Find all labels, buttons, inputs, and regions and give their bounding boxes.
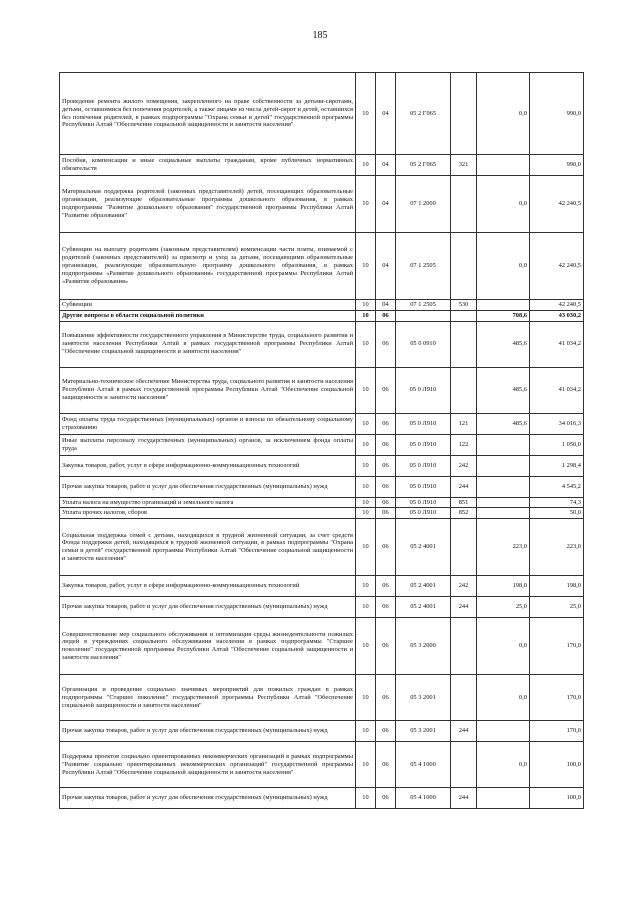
amount-1-cell — [477, 455, 530, 476]
amount-1-cell — [477, 476, 530, 497]
amount-2-cell: 34 016,3 — [530, 413, 584, 434]
target-article-cell: 05 4 1000 — [396, 742, 451, 788]
row-name-cell: Повышение эффективности государственного управления в Министерстве труда, социального развития и занятости населения Республики Алтай в рамках государственной программы Республики Алтай "Обеспечение социальной защищенности и занятости населения" — [60, 321, 356, 367]
target-article-cell: 05 0 Л910 — [396, 434, 451, 455]
table-row — [60, 233, 584, 300]
row-name-cell: Фонд оплаты труда государственных (муниципальных) органов и взносы по обязательному социальному страхованию — [60, 413, 356, 434]
expense-type-cell — [451, 73, 477, 155]
section-code-cell: 10 — [356, 576, 376, 597]
target-article-cell: 05 2 4001 — [396, 519, 451, 576]
amount-1-cell: 0,0 — [477, 618, 530, 675]
subsection-code-cell: 06 — [376, 576, 396, 597]
subsection-code-cell: 06 — [376, 675, 396, 721]
amount-2-cell: 42 240,5 — [530, 300, 584, 311]
table-body — [60, 73, 584, 809]
target-article-cell: 07 1 2505 — [396, 233, 451, 300]
expense-type-cell — [451, 618, 477, 675]
section-code-cell: 10 — [356, 519, 376, 576]
target-article-cell: 07 1 2505 — [396, 300, 451, 311]
table-row — [60, 576, 584, 597]
subsection-code-cell: 04 — [376, 155, 396, 176]
amount-1-cell: 708,6 — [477, 310, 530, 321]
section-code-cell: 10 — [356, 455, 376, 476]
target-article-cell: 05 2 4001 — [396, 576, 451, 597]
section-code-cell: 10 — [356, 413, 376, 434]
target-article-cell: 05 0 Л910 — [396, 413, 451, 434]
amount-2-cell: 41 034,2 — [530, 321, 584, 367]
amount-2-cell: 43 030,2 — [530, 310, 584, 321]
row-name-cell: Закупка товаров, работ, услуг в сфере информационно-коммуникационных технологий — [60, 455, 356, 476]
expense-type-cell: 242 — [451, 576, 477, 597]
amount-2-cell: 170,0 — [530, 721, 584, 742]
amount-1-cell: 485,6 — [477, 321, 530, 367]
section-code-cell: 10 — [356, 508, 376, 519]
amount-2-cell: 25,0 — [530, 597, 584, 618]
expense-type-cell — [451, 310, 477, 321]
amount-2-cell: 198,0 — [530, 576, 584, 597]
subsection-code-cell: 06 — [376, 788, 396, 809]
row-name-cell: Уплата прочих налогов, сборов — [60, 508, 356, 519]
section-code-cell: 10 — [356, 310, 376, 321]
row-name-cell: Прочая закупка товаров, работ и услуг для обеспечения государственных (муниципальных) нужд — [60, 597, 356, 618]
amount-1-cell — [477, 721, 530, 742]
amount-2-cell: 100,0 — [530, 742, 584, 788]
table-row — [60, 618, 584, 675]
subsection-code-cell: 06 — [376, 476, 396, 497]
target-article-cell — [396, 310, 451, 321]
expense-type-cell: 851 — [451, 497, 477, 508]
amount-1-cell: 25,0 — [477, 597, 530, 618]
table-row — [60, 519, 584, 576]
table-row — [60, 434, 584, 455]
section-code-cell: 10 — [356, 597, 376, 618]
target-article-cell: 05 0 Л910 — [396, 455, 451, 476]
expense-type-cell: 242 — [451, 455, 477, 476]
amount-1-cell — [477, 788, 530, 809]
row-name-cell: Прочая закупка товаров, работ и услуг для обеспечения государственных (муниципальных) нужд — [60, 476, 356, 497]
section-code-cell: 10 — [356, 618, 376, 675]
target-article-cell: 05 3 2001 — [396, 675, 451, 721]
row-name-cell: Прочая закупка товаров, работ и услуг для обеспечения государственных (муниципальных) нужд — [60, 721, 356, 742]
subsection-code-cell: 06 — [376, 321, 396, 367]
section-code-cell: 10 — [356, 73, 376, 155]
expense-type-cell — [451, 519, 477, 576]
target-article-cell: 05 4 1000 — [396, 788, 451, 809]
amount-2-cell: 42 240,5 — [530, 233, 584, 300]
row-name-cell: Материально-техническое обеспечение Министерства труда, социального развития и занятости населения Республики Алтай в рамках государственной программы Республики Алтай "Обеспечение социальной защищенности и занятости населения" — [60, 367, 356, 413]
subsection-code-cell: 06 — [376, 455, 396, 476]
subsection-code-cell: 06 — [376, 413, 396, 434]
amount-1-cell: 198,0 — [477, 576, 530, 597]
section-code-cell: 10 — [356, 321, 376, 367]
section-code-cell: 10 — [356, 675, 376, 721]
table-row — [60, 721, 584, 742]
row-name-cell: Уплата налога на имущество организаций и земельного налога — [60, 497, 356, 508]
subsection-code-cell: 06 — [376, 310, 396, 321]
row-name-cell: Совершенствование мер социального обслуживания и оптимизация среды жизнедеятельности пожилых людей в учреждениях социального обслуживания населения в рамках подпрограммы "Старшее поколение" государственной программы Республики Алтай "Обеспечение социальной защищенности и занятости населения" — [60, 618, 356, 675]
target-article-cell: 05 2 4001 — [396, 597, 451, 618]
amount-2-cell: 50,0 — [530, 508, 584, 519]
table-row — [60, 413, 584, 434]
target-article-cell: 05 2 Г065 — [396, 155, 451, 176]
amount-1-cell: 485,6 — [477, 367, 530, 413]
subsection-code-cell: 04 — [376, 73, 396, 155]
expense-type-cell — [451, 176, 477, 233]
table-row — [60, 310, 584, 321]
row-name-cell: Пособия, компенсации и иные социальные выплаты гражданам, кроме публичных нормативных обязательств — [60, 155, 356, 176]
subsection-code-cell: 04 — [376, 176, 396, 233]
amount-2-cell: 74,3 — [530, 497, 584, 508]
expense-type-cell: 121 — [451, 413, 477, 434]
budget-table — [59, 72, 584, 809]
row-name-cell: Иные выплаты персоналу государственных (муниципальных) органов, за исключением фонда оплаты труда — [60, 434, 356, 455]
page-number: 185 — [312, 30, 328, 41]
subsection-code-cell: 06 — [376, 618, 396, 675]
table-row — [60, 73, 584, 155]
amount-2-cell: 990,0 — [530, 155, 584, 176]
section-code-cell: 10 — [356, 497, 376, 508]
target-article-cell: 05 3 2001 — [396, 721, 451, 742]
subsection-code-cell: 06 — [376, 519, 396, 576]
expense-type-cell: 321 — [451, 155, 477, 176]
section-code-cell: 10 — [356, 788, 376, 809]
table-row — [60, 742, 584, 788]
amount-1-cell: 0,0 — [477, 233, 530, 300]
table-row — [60, 497, 584, 508]
amount-2-cell: 1 298,4 — [530, 455, 584, 476]
amount-2-cell: 41 034,2 — [530, 367, 584, 413]
expense-type-cell — [451, 233, 477, 300]
subsection-code-cell: 04 — [376, 233, 396, 300]
amount-2-cell: 42 240,5 — [530, 176, 584, 233]
amount-2-cell: 170,0 — [530, 675, 584, 721]
table-row — [60, 675, 584, 721]
expense-type-cell: 244 — [451, 721, 477, 742]
section-code-cell: 10 — [356, 434, 376, 455]
table-row — [60, 300, 584, 311]
target-article-cell: 05 3 2000 — [396, 618, 451, 675]
row-name-cell: Прочая закупка товаров, работ и услуг для обеспечения государственных (муниципальных) нужд — [60, 788, 356, 809]
section-code-cell: 10 — [356, 742, 376, 788]
row-name-cell: Поддержка проектов социально ориентированных некоммерческих организаций в рамках подпрограммы "Развитие социально ориентированных некоммерческих организаций" государственной программы Республики Алтай "Обеспечение социальной защищенности и занятости населения" — [60, 742, 356, 788]
amount-2-cell: 990,0 — [530, 73, 584, 155]
section-code-cell: 10 — [356, 721, 376, 742]
row-name-cell: Проведение ремонта жилого помещения, закрепленного на праве собственности за детьми-сиротами, детьми, оставшимися без попечения родителей, а также лицами из числа детей-сирот и детей, оставшихся без попечения родителей, в рамках подпрограммы "Охрана семьи и детей" государственной программы Республики Алтай "Обеспечение социальной защищенности и занятости населения" — [60, 73, 356, 155]
expense-type-cell: 530 — [451, 300, 477, 311]
expense-type-cell: 852 — [451, 508, 477, 519]
amount-1-cell — [477, 497, 530, 508]
row-name-cell: Субвенции — [60, 300, 356, 311]
subsection-code-cell: 06 — [376, 597, 396, 618]
table-row — [60, 508, 584, 519]
expense-type-cell: 244 — [451, 597, 477, 618]
target-article-cell: 05 0 Л910 — [396, 508, 451, 519]
target-article-cell: 07 1 2000 — [396, 176, 451, 233]
amount-1-cell — [477, 434, 530, 455]
amount-1-cell: 485,6 — [477, 413, 530, 434]
section-code-cell: 10 — [356, 155, 376, 176]
amount-1-cell — [477, 508, 530, 519]
row-name-cell: Закупка товаров, работ, услуг в сфере информационно-коммуникационных технологий — [60, 576, 356, 597]
amount-2-cell: 100,0 — [530, 788, 584, 809]
target-article-cell: 05 0 Л910 — [396, 476, 451, 497]
table-row — [60, 176, 584, 233]
section-code-cell: 10 — [356, 233, 376, 300]
subsection-code-cell: 06 — [376, 721, 396, 742]
subsection-code-cell: 06 — [376, 497, 396, 508]
expense-type-cell — [451, 742, 477, 788]
amount-1-cell: 0,0 — [477, 742, 530, 788]
amount-1-cell: 0,0 — [477, 73, 530, 155]
row-name-cell: Субвенции на выплату родителям (законным представителям) компенсации части платы, взимаемой с родителей (законных представителей) за присмотр и уход за детьми, посещающими образовательные организации, реализующие образовательную программу дошкольного образования, в рамках подпрограммы «Развитие дошкольного образования» государственной программы Республики Алтай «Развитие образования» — [60, 233, 356, 300]
row-name-cell: Организация и проведение социально значимых мероприятий для пожилых граждан в рамках подпрограммы "Старшее поколение" государственной программы Республики Алтай "Обеспечение социальной защищенности и занятости населения" — [60, 675, 356, 721]
table-row — [60, 455, 584, 476]
table-row — [60, 788, 584, 809]
section-code-cell: 10 — [356, 176, 376, 233]
expense-type-cell — [451, 367, 477, 413]
row-name-cell: Материальная поддержка родителей (законных представителей) детей, посещающих образовательные организации, реализующие образовательные программы дошкольного образования, в рамках подпрограммы "Развитие дошкольного образования" государственной программы Республики Алтай "Развитие образования" — [60, 176, 356, 233]
subsection-code-cell: 06 — [376, 508, 396, 519]
expense-type-cell — [451, 321, 477, 367]
amount-1-cell — [477, 155, 530, 176]
target-article-cell: 05 0 Л910 — [396, 367, 451, 413]
subsection-code-cell: 04 — [376, 300, 396, 311]
row-name-cell: Другие вопросы в области социальной политики — [60, 310, 356, 321]
table-row — [60, 597, 584, 618]
target-article-cell: 05 2 Г065 — [396, 73, 451, 155]
amount-2-cell: 4 545,2 — [530, 476, 584, 497]
expense-type-cell: 244 — [451, 476, 477, 497]
subsection-code-cell: 06 — [376, 434, 396, 455]
table-row — [60, 476, 584, 497]
subsection-code-cell: 06 — [376, 367, 396, 413]
amount-2-cell: 1 050,0 — [530, 434, 584, 455]
target-article-cell: 05 0 Л910 — [396, 497, 451, 508]
amount-1-cell: 0,0 — [477, 176, 530, 233]
target-article-cell: 05 0 0910 — [396, 321, 451, 367]
expense-type-cell: 244 — [451, 788, 477, 809]
table-row — [60, 367, 584, 413]
table-row — [60, 321, 584, 367]
expense-type-cell: 122 — [451, 434, 477, 455]
subsection-code-cell: 06 — [376, 742, 396, 788]
section-code-cell: 10 — [356, 476, 376, 497]
amount-1-cell — [477, 300, 530, 311]
amount-1-cell: 223,0 — [477, 519, 530, 576]
section-code-cell: 10 — [356, 300, 376, 311]
table-row — [60, 155, 584, 176]
amount-2-cell: 170,0 — [530, 618, 584, 675]
amount-2-cell: 223,0 — [530, 519, 584, 576]
amount-1-cell: 0,0 — [477, 675, 530, 721]
expense-type-cell — [451, 675, 477, 721]
section-code-cell: 10 — [356, 367, 376, 413]
row-name-cell: Социальная поддержка семей с детьми, находящихся в трудной жизненной ситуации, за счет средств Фонда поддержки детей, находящихся в трудной жизненной ситуации, в рамках подпрограммы "Охрана семьи и детей" государственной программы Республики Алтай "Обеспечение социальной защищенности и занятости населения" — [60, 519, 356, 576]
